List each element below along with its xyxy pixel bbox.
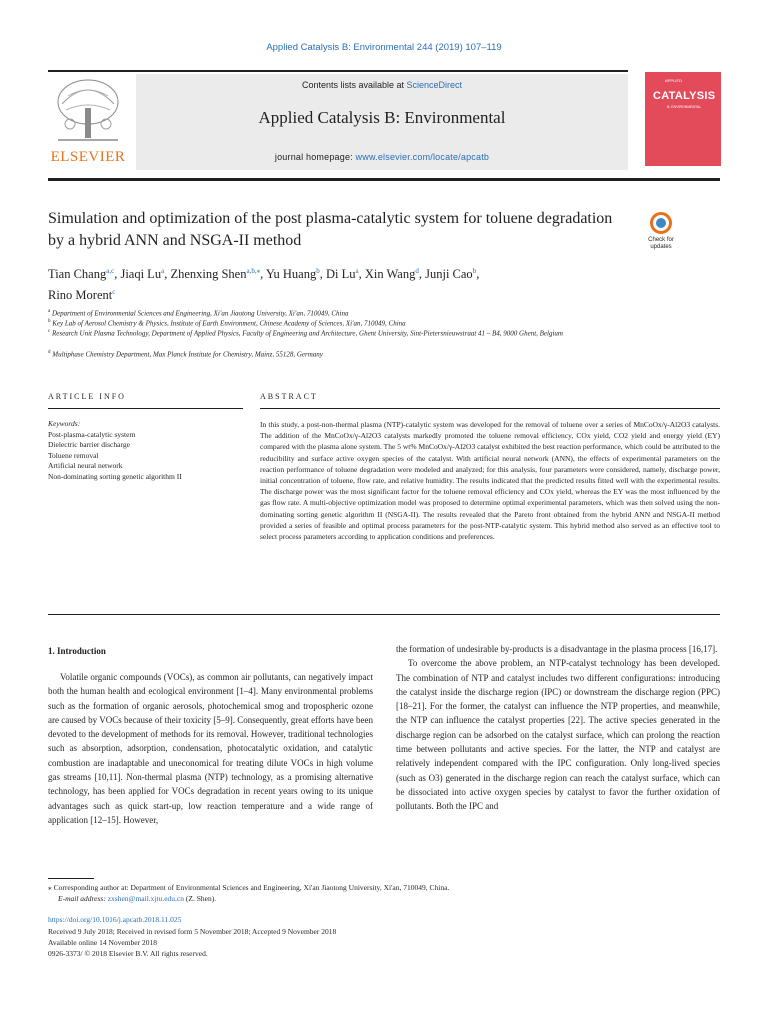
abstract-bottom-rule [48,614,720,615]
available-online-date: Available online 14 November 2018 [48,938,157,947]
author-name[interactable]: Jiaqi Lu [120,267,162,282]
keyword-item: Post-plasma-catalytic system [48,429,136,439]
elsevier-wordmark: ELSEVIER [50,149,126,165]
author-affiliation-sup[interactable]: d [415,267,419,275]
keyword-item: Toluene removal [48,450,99,460]
affiliation-text: Department of Environmental Sciences and Engineering, Xi'an Jiaotong University, Xi'an, 710049, China [51,309,349,318]
doi-link[interactable]: https://doi.org/10.1016/j.apcatb.2018.11.025 [48,915,182,924]
doi-line[interactable] [48,914,728,925]
affiliation-item [48,327,668,338]
author-name[interactable]: Zhenxing Shen [170,267,247,282]
author-affiliation-sup[interactable]: a [355,267,359,275]
abstract-rule [260,408,720,409]
author-affiliation-sup[interactable]: a,b,⁎ [246,267,261,275]
email-label: E-mail address: [58,894,108,903]
homepage-link[interactable]: www.elsevier.com/locate/apcatb [355,152,490,162]
homepage-prefix: journal homepage: [274,152,356,162]
author-name[interactable]: Di Lu [325,267,356,282]
elsevier-tree-icon [48,74,128,148]
cover-title-text: CATALYSIS [653,90,716,102]
journal-title: Applied Catalysis B: Environmental [258,108,506,127]
keyword-item: Dielectric barrier discharge [48,440,130,449]
keywords-block [48,419,243,482]
intro-right-column [396,642,720,814]
author-affiliation-sup[interactable]: a,c [106,267,115,275]
email-link[interactable]: zxshen@mail.xjtu.edu.cn [107,894,184,903]
check-for-updates-button[interactable] [640,212,682,262]
author-name[interactable]: Junji Cao [425,267,473,282]
author-name[interactable]: Yu Huang [265,267,317,282]
cover-small-text: APPLIED [665,78,682,83]
affiliation-item [48,348,668,359]
abstract-text: In this study, a post-non-thermal plasma (NTP)-catalytic system was developed for the removal of toluene over a series of MnCoOx/γ-Al2O3 catalysts. The addition of the MnCoOx/γ-Al2O3 catalysts markedly promoted the toluene removal efficiency, COx yield, CO2 yield and energy yield (EY) compared with the plasma alone system. The 5 wt% MnCoOx/γ-Al2O3 catalyst exhibited the best reaction performance, which could be attributed to the reducibility and surface active oxygen species of the catalyst. With artificial neural network (ANN), the effects of experimental parameters on the reaction performance of toluene degradation were modeled and analyzed; for this analysis, four parameters were considered, namely, discharge power, initial concentration of toluene, flow rate, and relative humidity. The results indicated that the predicted results fitted well with the experimental results. The discharge power was the most significant factor for the toluene removal efficiency and COx yield, whereas the EY was the most influenced by the gas flow rate. A multi-objective optimization model was proposed to determine optimal experimental parameters, which was then solved using the non-dominating sorting genetic algorithm II (NSGA-II). The results revealed that the Pareto front obtained from the hybrid ANN and NSGA-II method provided a series of feasible and optimal process parameters for the post-NTP-catalytic system. This hybrid method also served as an effective tool to select process parameters according to application conditions and preferences. [260,420,720,542]
contents-prefix: Contents lists available at [301,80,407,90]
copyright-line: 0926-3373/ © 2018 Elsevier B.V. All rights reserved. [48,949,208,958]
affiliation-text: Key Lab of Aerosol Chemistry & Physics, Institute of Earth Environment, Chinese Academy of Sciences, Xi'an, 710049, China [52,319,406,328]
affiliation-text: Multiphase Chemistry Department, Max Planck Institute for Chemistry, Mainz, 55128, Germany [52,350,323,359]
journal-reference-link[interactable]: Applied Catalysis B: Environmental 244 (2019) 107–119 [266,42,502,53]
email-suffix: (Z. Shen). [183,894,217,903]
affiliation-text: Research Unit Plasma Technology, Department of Applied Physics, Faculty of Engineering and Architecture, Ghent University, Sint-Pietersnieuwstraat 41 – B4, 9000 Ghent, Belgium [51,329,563,338]
footnote-rule [48,878,94,879]
author-list: Tian Chang$^{a,c}$, Jiaqi Lu$^a$, Zhenxing Shen$^{a,b,⁎}$, Yu Huang$^b$, Di Lu$^a$, Xin Wang$^d$, Junji Cao$^b$, Rino Morent$^c$ [48,267,480,303]
email-line [58,893,738,904]
author-affiliation-sup[interactable]: b [472,267,477,275]
sciencedirect-link[interactable]: ScienceDirect [406,80,463,90]
corresponding-author-note: ⁎ Corresponding author at: Department of Environmental Sciences and Engineering, Xi'an Jiaotong University, Xi'an, 710049, China. [48,883,450,892]
article-info-heading: ARTICLE INFO [48,392,126,401]
intro-paragraph: the formation of undesirable by-products is a disadvantage in the plasma process [16,17]. [396,644,718,654]
keyword-item: Non-dominating sorting genetic algorithm II [48,471,182,481]
check-updates-label: Check for updates [648,237,674,250]
header-bottom-rule [48,178,720,181]
journal-cover-image [645,72,721,166]
keywords-label: Keywords: [48,419,81,428]
abstract-heading: ABSTRACT [260,392,318,401]
keyword-item: Artificial neural network [48,461,123,470]
intro-paragraph: Volatile organic compounds (VOCs), as common air pollutants, can negatively impact both the human health and ecological environment [1–4]. Many environmental problems such as the formation of organic aerosols, photochemical smog and tropospheric ozone are caused by VOCs because of their toxicity [5–9]. Consequently, great efforts have been devoted to the development of methods for its removal. However, traditional technologies such as absorption, adsorption, condensation, photocatalytic oxidation, and catalytic combustion are inadaptable and uneconomical for treating dilute VOCs in high volume gas streams [10,11]. Non-thermal plasma (NTP) technology, as a promising alternative technology, has been applied for VOCs degradation in recent years owing to its unique advantages such as quick start-up, low reaction temperature and a wide range of application [12–15]. However, [48,672,373,825]
affiliation-sup: b [48,319,51,324]
article-info-rule [48,408,243,409]
journal-homepage-line [136,152,628,162]
contents-available-line [136,80,628,90]
affiliation-sup: c [48,329,51,334]
author-affiliation-sup[interactable]: c [112,288,116,297]
intro-left-column [48,670,373,827]
journal-reference[interactable] [0,42,768,53]
check-updates-icon [650,212,672,234]
introduction-heading: 1. Introduction [48,646,106,656]
received-dates: Received 9 July 2018; Received in revised form 5 November 2018; Accepted 9 November 2018 [48,927,337,936]
affiliation-sup: a [48,309,51,314]
header-top-rule [48,70,628,72]
article-title: Simulation and optimization of the post plasma-catalytic system for toluene degradation by a hybrid ANN and NSGA-II method [48,210,613,249]
author-name[interactable]: Tian Chang [48,267,107,282]
intro-paragraph: To overcome the above problem, an NTP-catalyst technology has been developed. The combination of NTP and catalyst includes two different configurations: introducing the catalyst inside the discharge region (IPC) or downstream the discharge region (PPC) [18–21]. For the former, the catalyst can influence the NTP properties, and meanwhile, the NTP can influence the catalyst properties [22]. The active species generated in the discharge region can be adsorbed on the catalyst surface, which can prolong the reaction time between pollutants and active species. For the latter, the NTP and catalyst are relatively independent compared with the IPC configuration. Only long-lived species (such as O3) generated in the discharge region can reach the catalyst surface, which can be dissociated into active oxygen species by catalyst to favor the further oxidation of pollutants. Both the IPC and [396,658,720,812]
cover-subtitle-text: B: ENVIRONMENTAL [667,105,702,109]
affiliation-sup: d [48,350,51,355]
author-affiliation-sup[interactable]: b [316,267,320,275]
elsevier-logo [48,74,128,166]
author-affiliation-sup[interactable]: a [161,267,165,275]
author-name[interactable]: Rino Morent [48,288,113,303]
author-name[interactable]: Xin Wang [364,267,416,282]
